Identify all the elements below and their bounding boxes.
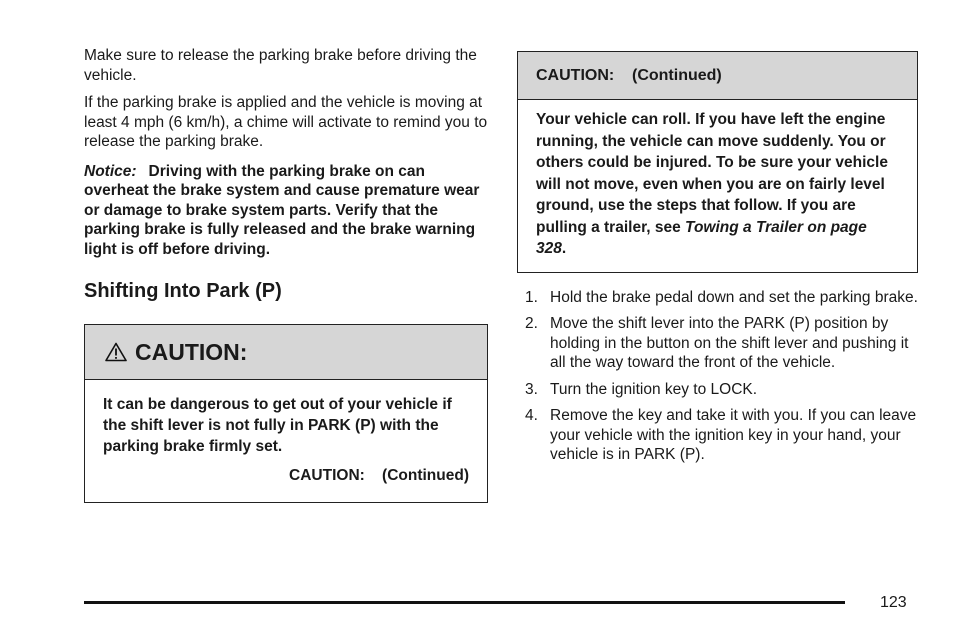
caution-continued-header: CAUTION: (Continued)	[518, 52, 917, 100]
caution-box-header	[85, 325, 487, 380]
footer-rule	[84, 601, 845, 604]
notice-label: Notice:	[84, 162, 137, 180]
list-item	[517, 288, 918, 308]
step-number: 1.	[525, 288, 538, 306]
caution-end: .	[561, 240, 567, 257]
list-item	[517, 380, 918, 400]
caution-continued-text: Your vehicle can roll. If you have left the engine running, the vehicle can move suddenly. You or others could be injured. To be sure your vehicle will not move, even when you are on fairly level ground, use the steps that follow. If you are pulling a trailer, see	[536, 111, 888, 236]
list-item	[517, 406, 918, 465]
section-heading: Shifting Into Park (P)	[84, 280, 282, 302]
page-number: 123	[880, 594, 907, 611]
caution-continued-box	[517, 51, 918, 273]
steps-list	[517, 288, 918, 465]
cross-reference: Towing a Trailer on page 328	[536, 218, 867, 257]
step-text: Turn the ignition key to LOCK.	[550, 380, 758, 398]
caution-title: CAUTION:	[135, 338, 248, 365]
caution-continued-label: CAUTION: (Continued)	[289, 467, 469, 484]
notice-text: Driving with the parking brake on can overheat the brake system and cause premature wear or damage to brake system parts. Verify that the parking brake is fully released and the brake warning light is off before driving.	[84, 162, 480, 258]
step-text: Hold the brake pedal down and set the parking brake.	[550, 288, 918, 306]
caution-box	[84, 324, 488, 503]
list-item	[517, 314, 918, 373]
warning-triangle-icon	[105, 342, 127, 362]
caution-body	[85, 380, 487, 502]
step-text: Remove the key and take it with you. If you can leave your vehicle with the ignition key in your hand, your vehicle is in PARK (P).	[550, 407, 917, 463]
paragraph-release-brake: Make sure to release the parking brake before driving the vehicle.	[84, 47, 477, 84]
step-number: 3.	[525, 380, 538, 398]
caution-continued-body	[518, 100, 917, 272]
caution-text: It can be dangerous to get out of your vehicle if the shift lever is not fully in PARK (P) with the parking brake firmly set.	[103, 396, 452, 455]
paragraph-chime: If the parking brake is applied and the vehicle is moving at least 4 mph (6 km/h), a chime will activate to remind you to release the parking brake.	[84, 94, 488, 150]
notice-paragraph	[84, 162, 488, 260]
left-column	[84, 46, 488, 503]
step-number: 4.	[525, 407, 538, 424]
right-column	[517, 51, 918, 472]
step-number: 2.	[525, 315, 538, 332]
step-text: Move the shift lever into the PARK (P) position by holding in the button on the shift lever and pushing it all the way toward the front of the vehicle.	[550, 315, 909, 371]
